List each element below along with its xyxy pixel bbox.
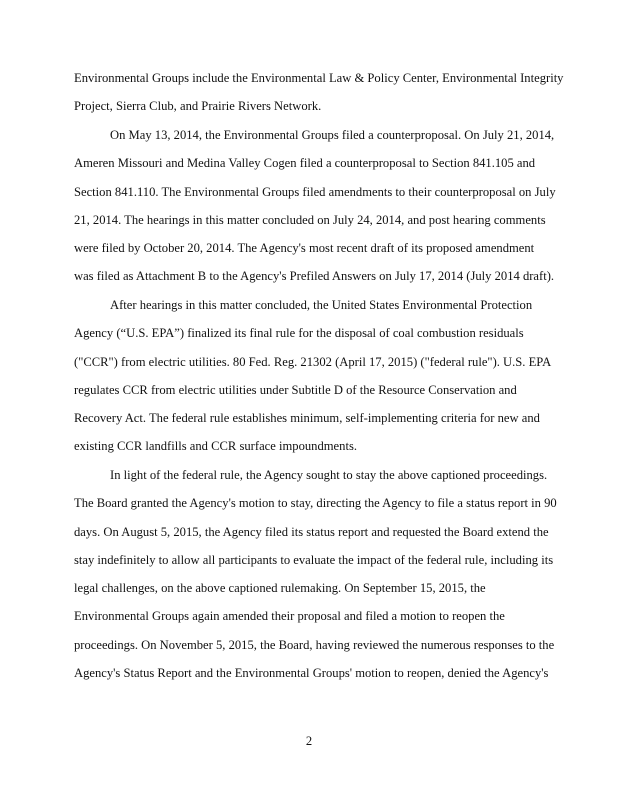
paragraph-first-line: After hearings in this matter concluded, the United States Environmental Protection — [110, 298, 533, 312]
text-line: Project, Sierra Club, and Prairie Rivers Network. — [74, 99, 322, 113]
text-line: stay indefinitely to allow all participants to evaluate the impact of the federal rule, including its — [74, 553, 554, 567]
paragraph-first-line: In light of the federal rule, the Agency sought to stay the above captioned proceedings. — [110, 468, 548, 482]
paragraph-first-line: On May 13, 2014, the Environmental Groups filed a counterproposal. On July 21, 2014, — [110, 128, 555, 142]
text-line: ("CCR") from electric utilities. 80 Fed. Reg. 21302 (April 17, 2015) ("federal rule"). U.S. EPA — [74, 355, 552, 369]
text-line: Section 841.110. The Environmental Groups filed amendments to their counterproposal on July — [74, 185, 556, 199]
text-line: Recovery Act. The federal rule establishes minimum, self-implementing criteria for new and — [74, 411, 540, 425]
text-line: Ameren Missouri and Medina Valley Cogen filed a counterproposal to Section 841.105 and — [74, 156, 536, 170]
text-line: Agency's Status Report and the Environmental Groups' motion to reopen, denied the Agency's — [74, 666, 549, 680]
text-line: were filed by October 20, 2014. The Agency's most recent draft of its proposed amendment — [74, 241, 535, 255]
text-line: days. On August 5, 2015, the Agency filed its status report and requested the Board extend the — [74, 525, 549, 539]
text-line: was filed as Attachment B to the Agency's Prefiled Answers on July 17, 2014 (July 2014 draft). — [74, 269, 555, 283]
text-line: 21, 2014. The hearings in this matter concluded on July 24, 2014, and post hearing comments — [74, 213, 546, 227]
text-line: Environmental Groups again amended their proposal and filed a motion to reopen the — [74, 609, 505, 623]
text-line: regulates CCR from electric utilities under Subtitle D of the Resource Conservation and — [74, 383, 517, 397]
text-line: proceedings. On November 5, 2015, the Board, having reviewed the numerous responses to the — [74, 638, 555, 652]
text-line: The Board granted the Agency's motion to stay, directing the Agency to file a status report in 90 — [74, 496, 557, 510]
page-number: 2 — [305, 734, 313, 748]
text-line: Environmental Groups include the Environmental Law & Policy Center, Environmental Integrity — [74, 71, 564, 85]
text-line: existing CCR landfills and CCR surface impoundments. — [74, 439, 357, 453]
text-line: legal challenges, on the above captioned rulemaking. On September 15, 2015, the — [74, 581, 486, 595]
text-line: Agency (“U.S. EPA”) finalized its final rule for the disposal of coal combustion residuals — [74, 326, 524, 340]
